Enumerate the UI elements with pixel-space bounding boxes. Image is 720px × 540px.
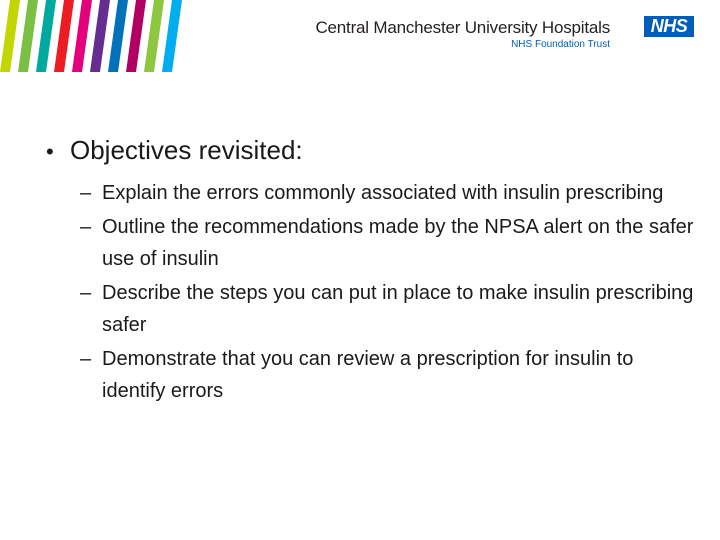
stripe-9 bbox=[144, 0, 164, 72]
stripe-8 bbox=[126, 0, 146, 72]
stripe-5 bbox=[72, 0, 92, 72]
stripe-7 bbox=[108, 0, 128, 72]
objective-text: Describe the steps you can put in place to make insulin prescribing safer bbox=[102, 282, 694, 336]
decorative-stripes bbox=[0, 0, 190, 72]
dash-icon: – bbox=[80, 348, 92, 370]
organisation-subtitle: NHS Foundation Trust bbox=[511, 39, 610, 50]
bullet-icon: • bbox=[46, 139, 54, 164]
dash-icon: – bbox=[80, 216, 92, 238]
stripe-2 bbox=[18, 0, 38, 72]
objectives-heading bbox=[46, 133, 696, 169]
list-item bbox=[80, 177, 696, 209]
stripe-6 bbox=[90, 0, 110, 72]
stripe-1 bbox=[0, 0, 20, 72]
stripe-3 bbox=[36, 0, 56, 72]
list-item bbox=[80, 277, 696, 341]
objective-text: Demonstrate that you can review a prescription for insulin to identify errors bbox=[102, 348, 634, 402]
heading-text: Objectives revisited: bbox=[70, 135, 303, 165]
stripe-4 bbox=[54, 0, 74, 72]
objectives-list bbox=[46, 177, 696, 407]
slide-content bbox=[46, 133, 696, 409]
objective-text: Explain the errors commonly associated with insulin prescribing bbox=[102, 182, 664, 204]
dash-icon: – bbox=[80, 182, 92, 204]
list-item bbox=[80, 343, 696, 407]
dash-icon: – bbox=[80, 282, 92, 304]
objective-text: Outline the recommendations made by the NPSA alert on the safer use of insulin bbox=[102, 216, 694, 270]
nhs-logo: NHS bbox=[644, 16, 694, 37]
list-item bbox=[80, 211, 696, 275]
stripe-10 bbox=[162, 0, 182, 72]
organisation-name: Central Manchester University Hospitals bbox=[315, 18, 610, 37]
